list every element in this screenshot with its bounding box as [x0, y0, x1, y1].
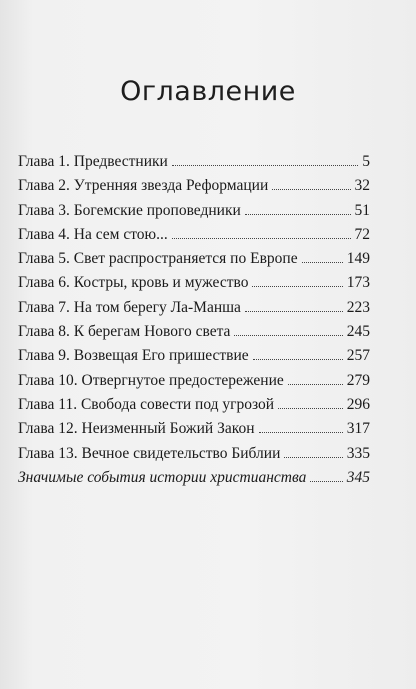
- toc-entry: [18, 174, 370, 198]
- toc-entry: [18, 247, 370, 271]
- toc-entry-label: Глава 1. Предвестники: [18, 153, 168, 170]
- toc-entry-page: 72: [354, 225, 370, 243]
- toc-entry: [18, 199, 370, 223]
- toc-entry-label: Значимые события истории христианства: [18, 468, 307, 486]
- toc-entry-page: 296: [346, 395, 370, 413]
- dot-leader: [310, 481, 342, 482]
- toc-entry: [18, 271, 370, 295]
- toc-entry: [18, 442, 370, 466]
- dot-leader: [234, 335, 342, 336]
- dot-leader: [259, 432, 343, 433]
- toc-entry-label: Глава 3. Богемские проповедники: [18, 201, 241, 219]
- toc-entry: [18, 466, 370, 490]
- toc-entry-page: 257: [346, 347, 370, 365]
- toc-entry-label: Глава 8. К берегам Нового света: [18, 323, 231, 341]
- dot-leader: [278, 408, 343, 409]
- toc-entry-label: Глава 10. Отвергнутое предостережение: [18, 371, 284, 389]
- dot-leader: [172, 165, 358, 166]
- toc-entry-label: Глава 6. Костры, кровь и мужество: [18, 274, 249, 292]
- toc-entry-label: Глава 12. Неизменный Божий Закон: [18, 420, 255, 438]
- dot-leader: [245, 214, 351, 215]
- toc-entry-page: 32: [354, 177, 370, 195]
- toc-entry-page: 335: [346, 444, 370, 462]
- toc-entry: [18, 150, 370, 174]
- toc-entry: [18, 369, 370, 393]
- toc-entry-label: Глава 4. На сем стою...: [18, 225, 168, 243]
- toc-entry: [18, 393, 370, 417]
- dot-leader: [272, 189, 350, 190]
- dot-leader: [288, 384, 343, 385]
- toc-entry-label: Глава 2. Утренняя звезда Реформации: [18, 177, 269, 195]
- toc-entry-label: Глава 13. Вечное свидетельство Библии: [18, 444, 281, 462]
- toc-entry-page: 173: [346, 274, 370, 292]
- dot-leader: [284, 457, 342, 458]
- dot-leader: [245, 311, 343, 312]
- dot-leader: [253, 359, 343, 360]
- page-title: Оглавление: [120, 76, 296, 108]
- toc-entry: [18, 223, 370, 247]
- toc-entry: [18, 296, 370, 320]
- dot-leader: [252, 286, 342, 287]
- toc-entry-page: 345: [346, 468, 370, 486]
- toc-entry-page: 51: [354, 201, 370, 219]
- dot-leader: [172, 238, 351, 239]
- toc-entry: [18, 417, 370, 441]
- toc-entry-page: 223: [346, 298, 370, 316]
- toc-entry: [18, 344, 370, 368]
- toc-entry-label: Глава 9. Возвещая Его пришествие: [18, 347, 249, 365]
- toc-entry-page: 245: [346, 323, 370, 341]
- toc-entry-label: Глава 5. Свет распространяется по Европе: [18, 250, 298, 268]
- toc-entry-page: 279: [346, 371, 370, 389]
- toc-entry-page: 317: [346, 420, 370, 438]
- toc-entry: [18, 320, 370, 344]
- toc-entry-label: Глава 7. На том берегу Ла-Манша: [18, 298, 241, 316]
- table-of-contents: [18, 150, 370, 490]
- toc-entry-page: 5: [362, 153, 370, 170]
- toc-entry-page: 149: [346, 250, 370, 268]
- toc-entry-label: Глава 11. Свобода совести под угрозой: [18, 395, 275, 413]
- dot-leader: [302, 262, 343, 263]
